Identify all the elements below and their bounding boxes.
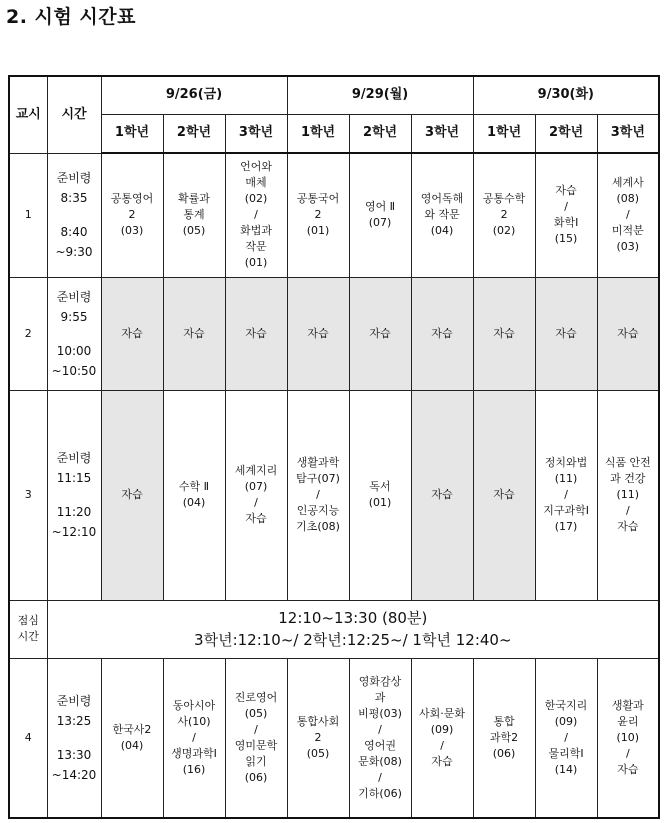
subject-line: (01) [368, 496, 392, 509]
page-title: 2. 시험 시간표 [6, 6, 136, 28]
subject-line: (04) [120, 738, 144, 752]
subject-line: / [564, 200, 568, 214]
subject-line: 기하(06) [358, 786, 402, 800]
subject-cell [535, 658, 597, 818]
subject-line: 자습 [617, 326, 639, 340]
subject-line: 통합 [493, 714, 515, 728]
subject-cell [535, 277, 597, 390]
subject-line: (03) [616, 240, 640, 254]
subject-line: (02) [244, 192, 268, 206]
subject-line: 지구과학Ⅰ [543, 504, 589, 517]
subject-line: 탐구(07) [296, 472, 340, 485]
time-text [49, 731, 100, 745]
subject-line: (02) [492, 224, 516, 238]
subject-line: 자습 [617, 520, 639, 533]
subject-line: 공통국어 [296, 192, 340, 206]
time-text: 준비령 [56, 451, 92, 465]
period-row-4 [9, 658, 659, 818]
subject-cell [101, 658, 163, 818]
subject-cell [411, 390, 473, 600]
time-cell [47, 153, 101, 277]
header-time: 시간 [47, 76, 101, 153]
subject-line: 자습 [245, 326, 267, 340]
subject-line: 비평(03) [358, 706, 402, 720]
subject-line: 기초(08) [296, 520, 340, 533]
subject-cell [349, 658, 411, 818]
subject-line: 한국사2 [112, 722, 152, 736]
subject-line: 영어독해 [420, 192, 464, 206]
time-text: 11:20 [56, 505, 92, 519]
period-number: 4 [9, 658, 47, 818]
subject-line: 2 [314, 208, 322, 222]
subject-line: (01) [306, 224, 330, 238]
subject-line: 수학 Ⅱ [178, 480, 210, 493]
subject-line: 읽기 [245, 754, 267, 768]
period-row-1 [9, 153, 659, 277]
header-grade-2-3: 3학년 [411, 114, 473, 153]
subject-line: 공통영어 [110, 192, 154, 206]
time-text: ~12:10 [51, 525, 97, 539]
subject-line: 자습 [493, 488, 515, 501]
header-grade-3-3: 3학년 [597, 114, 659, 153]
subject-line: (05) [306, 746, 330, 760]
subject-cell [287, 390, 349, 600]
subject-line: 자습 [555, 184, 577, 198]
subject-cell [473, 658, 535, 818]
subject-line: 과학2 [489, 730, 519, 744]
period-row-3 [9, 390, 659, 600]
subject-line: 한국지리 [544, 698, 588, 712]
subject-line: 언어와 [240, 160, 272, 174]
time-cell [47, 277, 101, 390]
subject-line: / [625, 504, 630, 517]
time-text: 13:30 [56, 747, 92, 762]
time-text: 9:55 [60, 309, 88, 324]
subject-line: / [254, 496, 258, 509]
subject-line: 인공지능 [296, 504, 340, 517]
subject-cell [225, 277, 287, 390]
subject-line: 동아시아 [172, 698, 216, 712]
subject-line: (05) [244, 706, 268, 720]
subject-cell [101, 277, 163, 390]
subject-line: 세계사 [611, 176, 644, 190]
subject-cell [287, 658, 349, 818]
subject-line: (17) [554, 520, 578, 533]
subject-line: 2 [128, 208, 136, 222]
subject-cell [287, 153, 349, 277]
time-text: 8:35 [60, 191, 88, 205]
subject-cell [411, 277, 473, 390]
subject-line: 생명과학Ⅰ [171, 746, 217, 760]
subject-line: / [625, 746, 630, 760]
subject-line: 과 [374, 690, 386, 704]
subject-line: 물리학Ⅰ [548, 746, 584, 760]
subject-line: 영어권 [364, 738, 396, 752]
subject-line: 세계지리 [234, 464, 278, 477]
subject-line: (01) [244, 256, 268, 270]
subject-line: / [254, 208, 258, 222]
subject-line: 자습 [245, 512, 267, 525]
subject-line: (06) [492, 746, 516, 760]
header-grade-1-2: 2학년 [163, 114, 225, 153]
subject-line: 자습 [307, 326, 329, 340]
subject-cell [101, 390, 163, 600]
subject-line: 통합사회 [296, 714, 340, 728]
subject-line: 2 [500, 208, 508, 222]
subject-line: 문화(08) [358, 754, 402, 768]
subject-line: 확률과 [178, 192, 210, 206]
subject-line: 자습 [431, 754, 453, 768]
subject-line: 공통수학 [482, 192, 526, 206]
subject-line: / [378, 770, 382, 784]
subject-line: 윤리 [617, 714, 639, 728]
subject-line: 생활과 [611, 698, 644, 712]
subject-line: 영어 Ⅱ [364, 200, 396, 214]
subject-cell [597, 277, 659, 390]
time-text: 준비령 [56, 289, 92, 304]
subject-line: (07) [244, 480, 268, 493]
header-grade-2-2: 2학년 [349, 114, 411, 153]
subject-line: 화학Ⅰ [553, 216, 579, 230]
subject-cell [597, 390, 659, 600]
time-text: 10:00 [56, 343, 92, 358]
time-text [49, 327, 100, 341]
subject-line: / [378, 722, 382, 736]
subject-line: 식품 안전 [604, 456, 651, 469]
header-grade-1-3: 3학년 [225, 114, 287, 153]
subject-cell [225, 390, 287, 600]
subject-cell [411, 658, 473, 818]
subject-line: (10) [616, 730, 640, 744]
subject-line: 사(10) [177, 714, 211, 728]
subject-line: 작문 [245, 240, 267, 254]
time-text: 8:40 [60, 225, 88, 239]
subject-cell [163, 390, 225, 600]
subject-line: 자습 [431, 326, 453, 340]
subject-line: (03) [120, 224, 144, 238]
subject-line: (15) [554, 232, 578, 246]
subject-line: / [625, 208, 630, 222]
subject-line: 매체 [245, 176, 267, 190]
lunch-time: 12:10~13:30 (80분) [278, 609, 428, 627]
subject-line: (08) [616, 192, 640, 206]
subject-line: / [316, 488, 320, 501]
subject-cell [163, 277, 225, 390]
period-row-2 [9, 277, 659, 390]
subject-line: 과 건강 [610, 472, 646, 485]
subject-line: 사회·문화 [419, 706, 466, 720]
subject-cell [535, 153, 597, 277]
subject-line: / [564, 488, 568, 501]
subject-cell [349, 390, 411, 600]
subject-line: (09) [554, 714, 578, 728]
subject-cell [597, 153, 659, 277]
time-text: 11:15 [56, 471, 92, 485]
subject-line: / [564, 730, 568, 744]
subject-line: (07) [368, 216, 392, 230]
time-cell [47, 390, 101, 600]
subject-cell [349, 277, 411, 390]
subject-line: 미적분 [611, 224, 644, 238]
lunch-label [9, 600, 47, 658]
subject-cell [535, 390, 597, 600]
time-text: 준비령 [56, 171, 92, 185]
header-grade-1-1: 1학년 [101, 114, 163, 153]
subject-line: 자습 [555, 326, 577, 340]
subject-line: 진로영어 [234, 690, 278, 704]
time-text [49, 208, 100, 222]
subject-cell [411, 153, 473, 277]
lunch-row [9, 600, 659, 658]
subject-line: 독서 [369, 480, 391, 493]
exam-schedule-table [8, 75, 660, 819]
subject-line: 화법과 [240, 224, 272, 238]
subject-cell [287, 277, 349, 390]
subject-line: 자습 [183, 326, 205, 340]
subject-line: 자습 [431, 488, 453, 501]
subject-line: (04) [430, 224, 454, 238]
subject-line: / [192, 730, 196, 744]
subject-line: 자습 [369, 326, 391, 340]
lunch-label-text: 점심 [17, 614, 39, 627]
subject-line: (11) [554, 472, 578, 485]
subject-line: / [440, 738, 444, 752]
subject-line: 영화감상 [358, 674, 402, 688]
time-text: ~14:20 [51, 767, 97, 782]
period-number: 1 [9, 153, 47, 277]
header-day-2: 9/29(월) [287, 76, 473, 114]
subject-line: 와 작문 [424, 208, 460, 222]
subject-line: 2 [314, 730, 322, 744]
subject-line: 자습 [121, 326, 143, 340]
subject-line: (09) [430, 722, 454, 736]
lunch-label-text: 시간 [17, 630, 39, 643]
subject-line: 자습 [493, 326, 515, 340]
subject-line: (11) [616, 488, 640, 501]
subject-line: / [254, 722, 258, 736]
subject-line: 영미문학 [234, 738, 278, 752]
header-grade-3-1: 1학년 [473, 114, 535, 153]
subject-cell [473, 390, 535, 600]
subject-cell [101, 153, 163, 277]
header-grade-3-2: 2학년 [535, 114, 597, 153]
period-number: 2 [9, 277, 47, 390]
subject-line: (05) [182, 224, 206, 238]
subject-line: (04) [182, 496, 206, 509]
time-text: 준비령 [56, 693, 92, 708]
header-day-3: 9/30(화) [473, 76, 659, 114]
subject-line: 생활과학 [296, 456, 340, 469]
subject-cell [225, 658, 287, 818]
subject-cell [225, 153, 287, 277]
subject-cell [349, 153, 411, 277]
subject-line: 자습 [121, 488, 143, 501]
time-text: ~10:50 [51, 363, 97, 378]
header-period: 교시 [9, 76, 47, 153]
lunch-info [47, 600, 659, 658]
subject-line: (14) [554, 762, 578, 776]
subject-cell [473, 153, 535, 277]
subject-line: 통계 [183, 208, 205, 222]
time-text: ~9:30 [55, 245, 93, 259]
time-text [49, 488, 100, 502]
subject-line: 정치와법 [544, 456, 588, 469]
time-text: 13:25 [56, 713, 92, 728]
time-cell [47, 658, 101, 818]
subject-cell [473, 277, 535, 390]
lunch-grade-times: 3학년:12:10~/ 2학년:12:25~/ 1학년 12:40~ [194, 631, 512, 649]
subject-line: 자습 [617, 762, 639, 776]
subject-line: (06) [244, 770, 268, 784]
subject-cell [163, 658, 225, 818]
subject-cell [597, 658, 659, 818]
subject-cell [163, 153, 225, 277]
period-number: 3 [9, 390, 47, 600]
header-day-1: 9/26(금) [101, 76, 287, 114]
header-grade-2-1: 1학년 [287, 114, 349, 153]
subject-line: (16) [182, 762, 206, 776]
